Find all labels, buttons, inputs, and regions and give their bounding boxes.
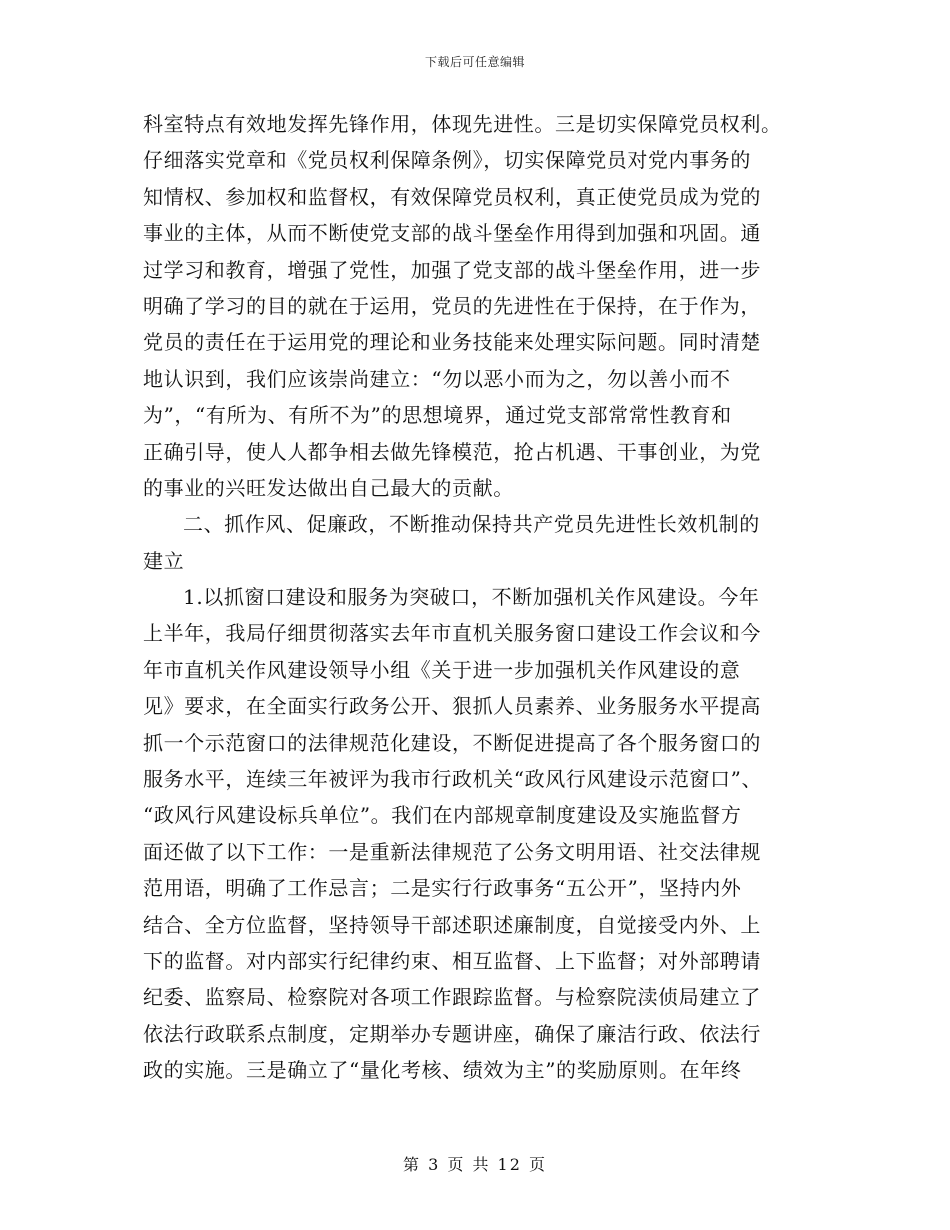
text-line: 二、抓作风、促廉政，不断推动保持共产党员先进性长效机制的 xyxy=(183,512,760,537)
page-header: 下载后可任意编辑 xyxy=(424,55,525,69)
text-line: 范用语，明确了工作忌言；二是实行行政事务“五公开”，坚持内外 xyxy=(143,876,742,901)
text-line: 依法行政联系点制度，定期举办专题讲座，确保了廉洁行政、依法行 xyxy=(143,1021,761,1046)
text-line: 服务水平，连续三年被评为我市行政机关“政风行风建设示范窗口”、 xyxy=(143,767,763,792)
text-line: 抓一个示范窗口的法律规范化建设，不断促进提高了各个服务窗口的 xyxy=(143,730,761,755)
text-line: 正确引导，使人人都争相去做先锋模范，抢占机遇、干事创业，为党 xyxy=(143,439,761,464)
text-line: 面还做了以下工作：一是重新法律规范了公务文明用语、社交法律规 xyxy=(143,839,761,864)
text-line: 过学习和教育，增强了党性，加强了党支部的战斗堡垒作用，进一步 xyxy=(143,257,761,282)
text-line: 事业的主体，从而不断使党支部的战斗堡垒作用得到加强和巩固。通 xyxy=(143,221,761,246)
text-line: 仔细落实党章和《党员权利保障条例》，切实保障党员对党内事务的 xyxy=(143,148,751,173)
page-footer: 第 3 页 共 12 页 xyxy=(403,1155,547,1174)
document-body xyxy=(143,106,808,1089)
text-line: 上半年，我局仔细贯彻落实去年市直机关服务窗口建设工作会议和今 xyxy=(143,621,761,646)
text-line: “政风行风建设标兵单位”。我们在内部规章制度建设及实施监督方 xyxy=(143,803,742,828)
text-line: 地认识到，我们应该崇尚建立：“勿以恶小而为之，勿以善小而不 xyxy=(143,366,731,391)
text-line: 见》要求，在全面实行政务公开、狠抓人员素养、业务服务水平提高 xyxy=(143,694,761,719)
text-line: 的事业的兴旺发达做出自己最大的贡献。 xyxy=(143,475,514,500)
text-line: 年市直机关作风建设领导小组《关于进一步加强机关作风建设的意 xyxy=(143,657,741,682)
text-line: 结合、全方位监督，坚持领导干部述职述廉制度，自觉接受内外、上 xyxy=(143,912,761,937)
text-line: 党员的责任在于运用党的理论和业务技能来处理实际问题。同时清楚 xyxy=(143,330,761,355)
text-line: 纪委、监察局、检察院对各项工作跟踪监督。与检察院渎侦局建立了 xyxy=(143,985,761,1010)
text-line: 为”，“有所为、有所不为”的思想境界，通过党支部常常性教育和 xyxy=(143,403,732,428)
text-line: 知情权、参加权和监督权，有效保障党员权利，真正使党员成为党的 xyxy=(143,184,761,209)
text-line: 明确了学习的目的就在于运用，党员的先进性在于保持，在于作为， xyxy=(143,293,761,318)
text-line: 建立 xyxy=(143,548,185,573)
text-line: 科室特点有效地发挥先锋作用，体现先进性。三是切实保障党员权利。 xyxy=(143,112,782,136)
text-line: 政的实施。三是确立了“量化考核、绩效为主”的奖励原则。在年终 xyxy=(143,1058,742,1083)
text-line: 1.以抓窗口建设和服务为突破口，不断加强机关作风建设。今年 xyxy=(183,585,760,610)
text-line: 下的监督。对内部实行纪律约束、相互监督、上下监督；对外部聘请 xyxy=(143,948,761,973)
